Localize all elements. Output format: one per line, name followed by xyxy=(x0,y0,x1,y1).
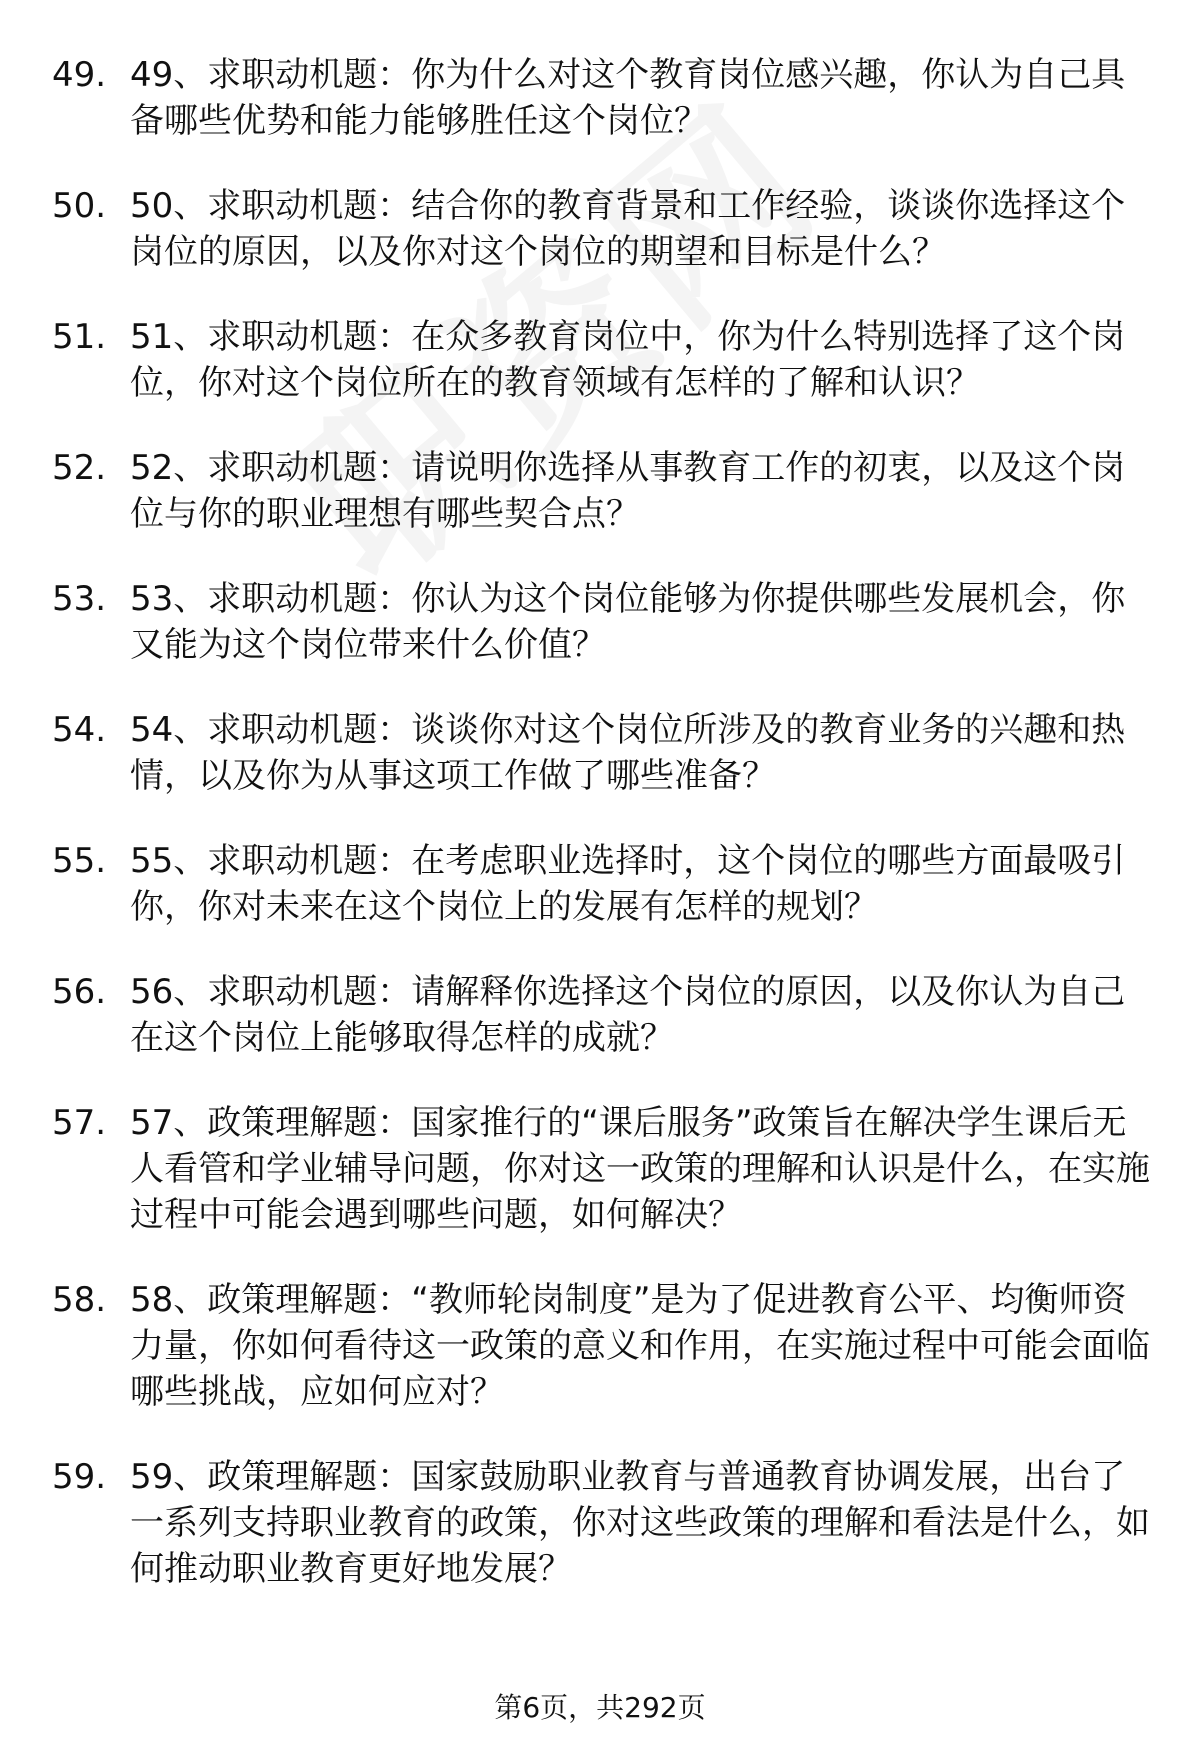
item-text: 56、求职动机题：请解释你选择这个岗位的原因，以及你认为自己在这个岗位上能够取得怎样的成就？ xyxy=(130,972,1126,1058)
item-text: 50、求职动机题：结合你的教育背景和工作经验，谈谈你选择这个岗位的原因，以及你对这个岗位的期望和目标是什么？ xyxy=(130,186,1126,272)
item-text: 51、求职动机题：在众多教育岗位中，你为什么特别选择了这个岗位，你对这个岗位所在的教育领域有怎样的了解和认识？ xyxy=(130,317,1126,403)
list-item xyxy=(0,1454,1200,1592)
item-number: 54. xyxy=(52,710,107,750)
list-item xyxy=(0,838,1200,930)
item-number: 52. xyxy=(52,448,107,488)
item-text: 53、求职动机题：你认为这个岗位能够为你提供哪些发展机会，你又能为这个岗位带来什么价值？ xyxy=(130,579,1126,665)
item-text: 54、求职动机题：谈谈你对这个岗位所涉及的教育业务的兴趣和热情，以及你为从事这项工作做了哪些准备？ xyxy=(130,710,1126,796)
item-number: 49. xyxy=(52,55,107,95)
page-footer: 第6页，共292页 xyxy=(494,1691,706,1724)
item-number: 55. xyxy=(52,841,107,881)
list-item xyxy=(0,969,1200,1061)
item-number: 57. xyxy=(52,1103,107,1143)
list-item xyxy=(0,52,1200,144)
item-number: 51. xyxy=(52,317,107,357)
list-item xyxy=(0,183,1200,275)
item-text: 49、求职动机题：你为什么对这个教育岗位感兴趣，你认为自己具备哪些优势和能力能够胜任这个岗位？ xyxy=(130,55,1126,141)
item-number: 58. xyxy=(52,1280,107,1320)
list-item xyxy=(0,707,1200,799)
question-list xyxy=(0,52,1200,1631)
list-item xyxy=(0,314,1200,406)
list-item xyxy=(0,445,1200,537)
item-number: 50. xyxy=(52,186,107,226)
item-number: 53. xyxy=(52,579,107,619)
item-text: 57、政策理解题：国家推行的“课后服务”政策旨在解决学生课后无人看管和学业辅导问题，你对这一政策的理解和认识是什么，在实施过程中可能会遇到哪些问题，如何解决？ xyxy=(130,1103,1150,1235)
item-text: 55、求职动机题：在考虑职业选择时，这个岗位的哪些方面最吸引你，你对未来在这个岗位上的发展有怎样的规划？ xyxy=(130,841,1126,927)
item-text: 58、政策理解题：“教师轮岗制度”是为了促进教育公平、均衡师资力量，你如何看待这一政策的意义和作用，在实施过程中可能会面临哪些挑战，应如何应对？ xyxy=(130,1280,1150,1412)
item-text: 52、求职动机题：请说明你选择从事教育工作的初衷，以及这个岗位与你的职业理想有哪些契合点？ xyxy=(130,448,1126,534)
item-number: 59. xyxy=(52,1457,107,1497)
list-item xyxy=(0,576,1200,668)
list-item xyxy=(0,1100,1200,1238)
list-item xyxy=(0,1277,1200,1415)
item-number: 56. xyxy=(52,972,107,1012)
item-text: 59、政策理解题：国家鼓励职业教育与普通教育协调发展，出台了一系列支持职业教育的政策，你对这些政策的理解和看法是什么，如何推动职业教育更好地发展？ xyxy=(130,1457,1150,1589)
